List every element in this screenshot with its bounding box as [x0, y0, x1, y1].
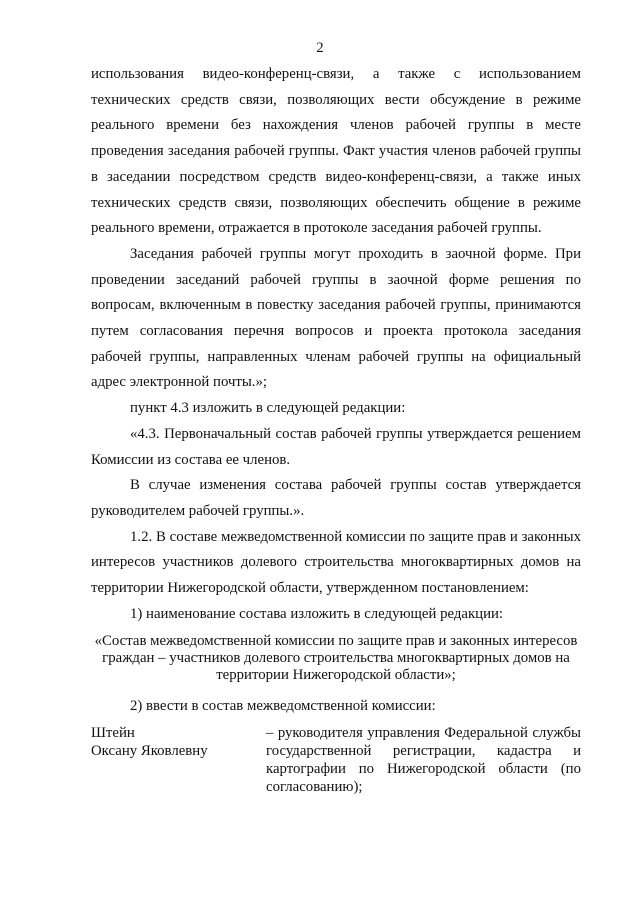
member-entry [91, 724, 581, 796]
paragraph-absentee-meetings: Заседания рабочей группы могут проходить в заочной форме. При проведении заседаний рабочей группы в заочной форме решения по вопросам, включенным в повестку заседания рабочей группы, принимаются путем согласования перечня вопросов и проекта протокола заседания рабочей группы, направленных членам рабочей группы на официальный адрес электронной почты.»; [91, 245, 581, 391]
member-given-names: Оксану Яковлевну [91, 743, 208, 760]
document-body [91, 62, 581, 796]
paragraph-section-1-2: 1.2. В составе межведомственной комиссии по защите прав и законных интересов участников долевого строительства многоквартирных домов на территории Нижегородской области, утвержденном постановлением: [91, 528, 581, 597]
member-surname: Штейн [91, 725, 135, 742]
paragraph-video-conference: использования видео-конференц-связи, а также с использованием технических средств связи, позволяющих вести обсуждение в режиме реального времени без нахождения членов рабочей группы в месте проведения заседания рабочей группы. Факт участия членов рабочей группы в заседании посредством средств видео-конференц-связи, а также иных технических средств связи, позволяющих обеспечить общение в режиме реального времени, отражается в протоколе заседания рабочей группы. [91, 66, 581, 237]
paragraph-clause-4-3: «4.3. Первоначальный состав рабочей группы утверждается решением Комиссии из состава ее членов. [91, 425, 581, 468]
paragraph-item-2: 2) ввести в состав межведомственной комиссии: [130, 698, 436, 715]
paragraph-clause-4-3-intro: пункт 4.3 изложить в следующей редакции: [130, 400, 406, 417]
paragraph-item-1: 1) наименование состава изложить в следующей редакции: [130, 605, 504, 622]
paragraph-new-title: «Состав межведомственной комиссии по защите прав и законных интересов граждан – участников долевого строительства многоквартирных домов на территории Нижегородской области»; [94, 633, 578, 684]
paragraph-composition-change: В случае изменения состава рабочей группы состав утверждается руководителем рабочей группы.». [91, 477, 581, 519]
page-number: 2 [316, 40, 324, 56]
member-role: – руководителя управления Федеральной службы государственной регистрации, кадастра и картографии по Нижегородской области (по согласованию); [266, 725, 581, 796]
member-name [91, 724, 266, 796]
